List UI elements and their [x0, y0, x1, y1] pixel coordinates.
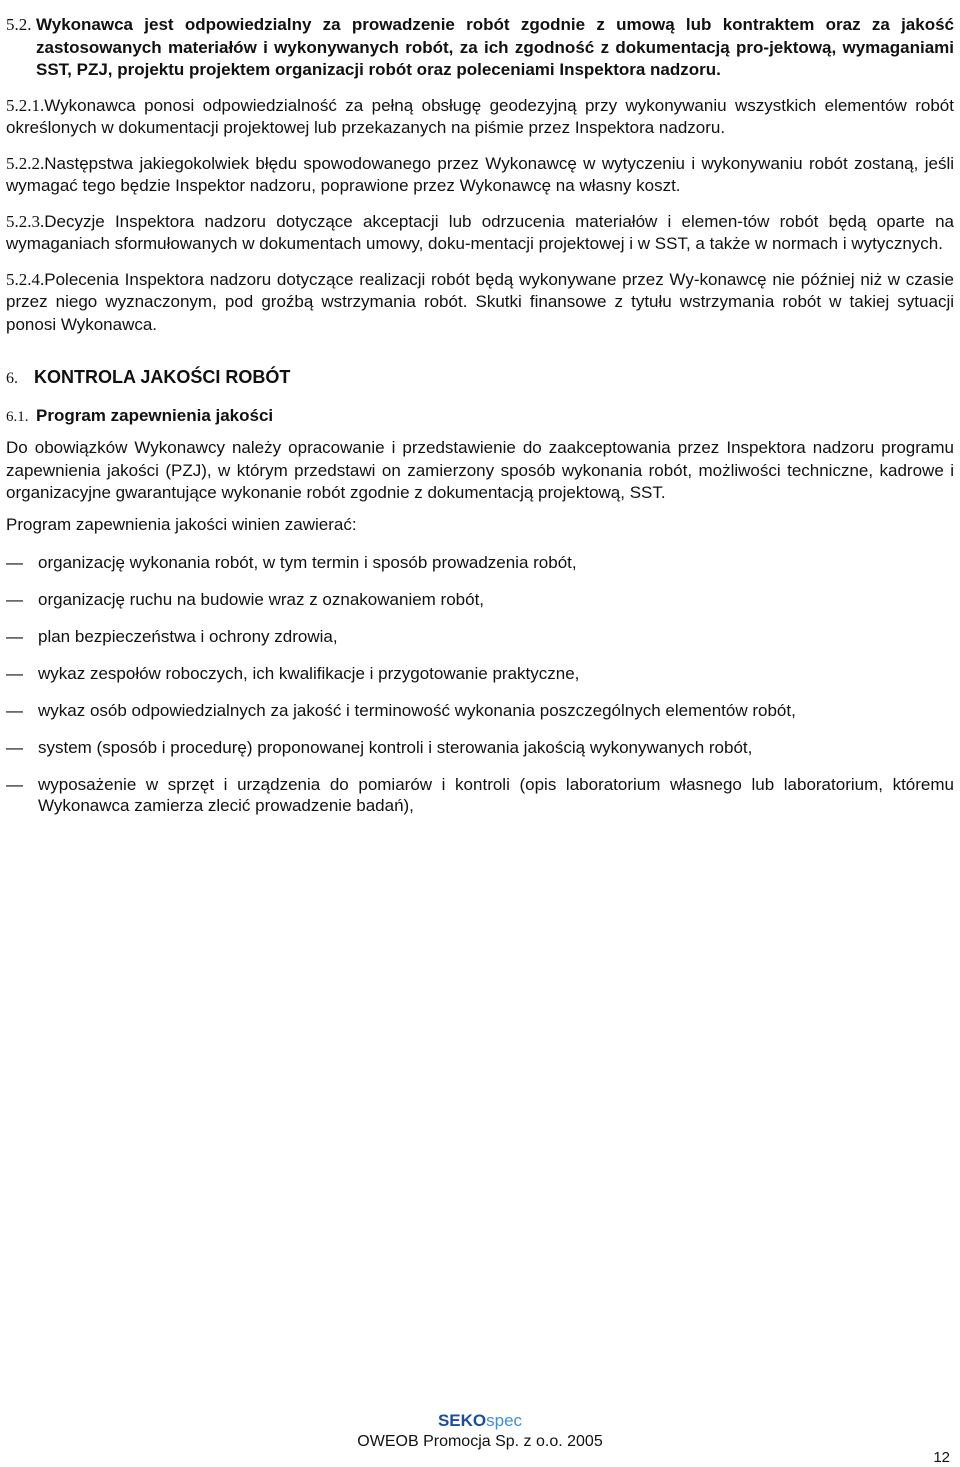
page-footer	[0, 1410, 960, 1452]
footer-company: OWEOB Promocja Sp. z o.o. 2005	[357, 1433, 603, 1450]
list-item	[6, 626, 954, 647]
list-item-text: plan bezpieczeństwa i ochrony zdrowia,	[38, 627, 338, 646]
list-item	[6, 663, 954, 684]
list-item	[6, 700, 954, 721]
section-5-2-heading	[6, 14, 954, 82]
dash-bullet-icon: —	[6, 553, 23, 572]
section-6-1-body: Do obowiązków Wykonawcy należy opracowanie i przedstawienie do zaakceptowania przez Inspektora nadzoru programu zapewnienia jakości (PZJ), w którym przedstawi on zamierzony sposób wykonania robót, możliwości techniczne, kadrowe i organizacyjne gwarantujące wykonanie robót zgodnie z dokumentacją projektową, SST.	[6, 438, 954, 502]
list-intro: Program zapewnienia jakości winien zawierać:	[6, 514, 357, 534]
paragraph-text: Następstwa jakiegokolwiek błędu spowodowanego przez Wykonawcę w wytyczeniu i wykonywaniu robót zostaną, jeśli wymagać tego będzie Inspektor nadzoru, poprawione przez Wykonawcę na własny koszt.	[6, 153, 954, 195]
dash-bullet-icon: —	[6, 590, 23, 609]
section-number: 5.2.	[6, 15, 32, 34]
dash-bullet-icon: —	[6, 775, 23, 794]
paragraph-5-2-1	[6, 95, 954, 140]
requirements-list	[6, 552, 954, 816]
list-item-text: organizację ruchu na budowie wraz z oznakowaniem robót,	[38, 590, 485, 609]
page-number: 12	[933, 1449, 950, 1466]
list-item	[6, 589, 954, 610]
list-item	[6, 552, 954, 573]
paragraph-number: 5.2.1.	[6, 95, 45, 115]
paragraph-5-2-2	[6, 153, 954, 198]
list-item	[6, 737, 954, 758]
list-item-text: organizację wykonania robót, w tym termin i sposób prowadzenia robót,	[38, 553, 577, 572]
list-item-text: wyposażenie w sprzęt i urządzenia do pomiarów i kontroli (opis laboratorium własnego lub laboratorium, któremu Wykonawca zamierza zlecić prowadzenie badań),	[38, 775, 954, 815]
list-item-text: system (sposób i procedurę) proponowanej kontroli i sterowania jakością wykonywanych robót,	[38, 738, 753, 757]
sekospec-logo: SEKOspec	[437, 1411, 523, 1430]
paragraph-5-2-4	[6, 269, 954, 337]
section-number: 6.	[6, 370, 18, 387]
section-number: 6.1.	[6, 408, 29, 425]
section-title: KONTROLA JAKOŚCI ROBÓT	[34, 367, 291, 387]
paragraph-number: 5.2.2.	[6, 153, 45, 173]
paragraph-text: Decyzje Inspektora nadzoru dotyczące akceptacji lub odrzucenia materiałów i elemen-tów robót będą oparte na wymaganiach sformułowanych w dokumentach umowy, doku-mentacji projektowej i w SST, a także w normach i wytycznych.	[6, 211, 954, 253]
paragraph-number: 5.2.4.	[6, 269, 45, 289]
paragraph-number: 5.2.3.	[6, 211, 45, 231]
document-page	[6, 14, 954, 832]
list-item-text: wykaz zespołów roboczych, ich kwalifikacje i przygotowanie praktyczne,	[38, 664, 580, 683]
section-6-heading	[6, 366, 954, 391]
paragraph-5-2-3	[6, 211, 954, 256]
dash-bullet-icon: —	[6, 627, 23, 646]
list-item-text: wykaz osób odpowiedzialnych za jakość i terminowość wykonania poszczególnych elementów robót,	[38, 701, 796, 720]
list-item	[6, 774, 954, 816]
section-6-1-heading	[6, 405, 954, 429]
section-title: Program zapewnienia jakości	[36, 405, 274, 425]
dash-bullet-icon: —	[6, 738, 23, 757]
dash-bullet-icon: —	[6, 701, 23, 720]
section-text: Wykonawca jest odpowiedzialny za prowadzenie robót zgodnie z umową lub kontraktem oraz za jakość zastosowanych materiałów i wykonywanych robót, za ich zgodność z dokumentacją pro-jektową, wymaganiami SST, PZJ, projektu projektem organizacji robót oraz poleceniami Inspektora nadzoru.	[36, 15, 954, 79]
dash-bullet-icon: —	[6, 664, 23, 683]
paragraph-text: Polecenia Inspektora nadzoru dotyczące realizacji robót będą wykonywane przez Wy-konawcę nie później niż w czasie przez niego wyznaczonym, pod groźbą wstrzymania robót. Skutki finansowe z tytułu wstrzymania robót w takiej sytuacji ponosi Wykonawca.	[6, 269, 954, 334]
paragraph-text: Wykonawca ponosi odpowiedzialność za pełną obsługę geodezyjną przy wykonywaniu wszystkich elementów robót określonych w dokumentacji projektowej lub przekazanych na piśmie przez Inspektora nadzoru.	[6, 95, 954, 137]
